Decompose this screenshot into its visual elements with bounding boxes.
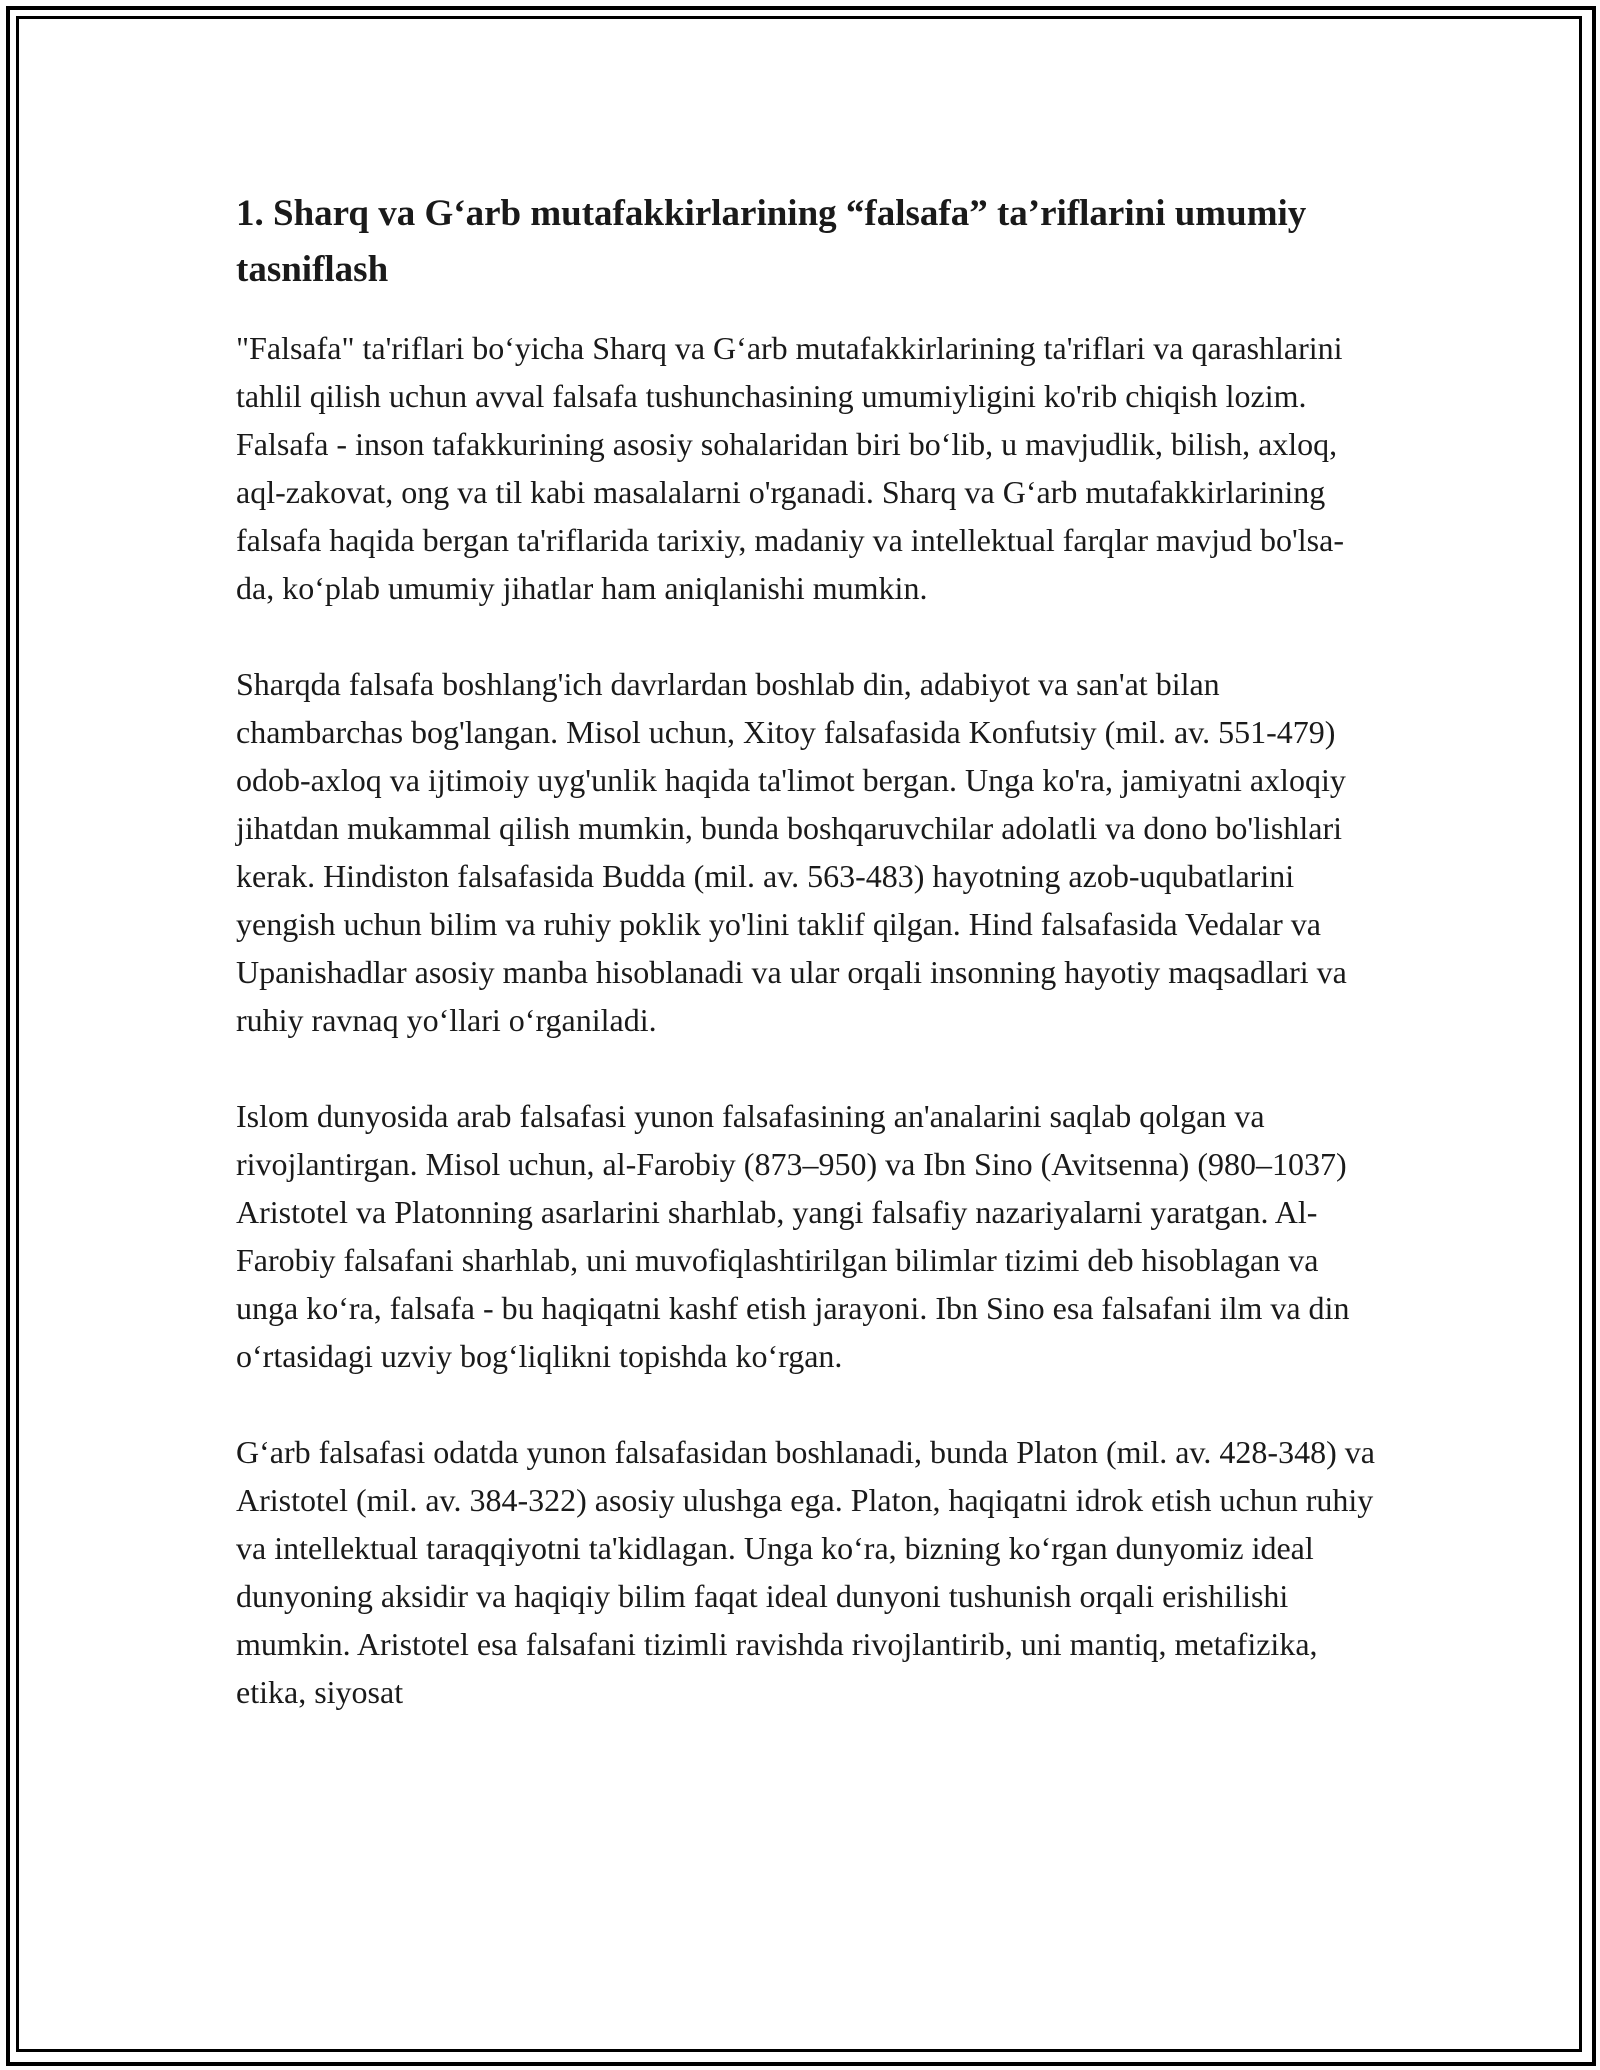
paragraph-islam: Islom dunyosida arab falsafasi yunon falsafasining an'analarini saqlab qolgan va rivojlantirgan. Misol uchun, al-Farobiy (873–950) va Ibn Sino (Avitsenna) (980–1037) Aristotel va Platonning asarlarini sharhlab, yangi falsafiy nazariyalarni yaratgan. Al-Farobiy falsafani sharhlab, uni muvofiqlashtirilgan bilimlar tizimi deb hisoblagan va unga ko‘ra, falsafa - bu haqiqatni kashf etish jarayoni. Ibn Sino esa falsafani ilm va din o‘rtasidagi uzviy bog‘liqlikni topishda ko‘rgan. bbox=[236, 1098, 1350, 1374]
paragraph-east: Sharqda falsafa boshlang'ich davrlardan boshlab din, adabiyot va san'at bilan chambarchas bog'langan. Misol uchun, Xitoy falsafasida Konfutsiy (mil. av. 551-479) odob-axloq va ijtimoiy uyg'unlik haqida ta'limot bergan. Unga ko'ra, jamiyatni axloqiy jihatdan mukammal qilish mumkin, bunda boshqaruvchilar adolatli va dono bo'lishlari kerak. Hindiston falsafasida Budda (mil. av. 563-483) hayotning azob-uqubatlarini yengish uchun bilim va ruhiy poklik yo'lini taklif qilgan. Hind falsafasida Vedalar va Upanishadlar asosiy manba hisoblanadi va ular orqali insonning hayotiy maqsadlari va ruhiy ravnaq yo‘llari o‘rganiladi. bbox=[236, 666, 1347, 1038]
paragraph-west: G‘arb falsafasi odatda yunon falsafasidan boshlanadi, bunda Platon (mil. av. 428-348) va Aristotel (mil. av. 384-322) asosiy ulushga ega. Platon, haqiqatni idrok etish uchun ruhiy va intellektual taraqqiyotni ta'kidlagan. Unga ko‘ra, bizning ko‘rgan dunyomiz ideal dunyoning aksidir va haqiqiy bilim faqat ideal dunyoni tushunish orqali erishilishi mumkin. Aristotel esa falsafani tizimli ravishda rivojlantirib, uni mantiq, metafizika, etika, siyosat bbox=[236, 1434, 1375, 1710]
paragraph-intro: "Falsafa" ta'riflari bo‘yicha Sharq va G‘arb mutafakkirlarining ta'riflari va qarashlarini tahlil qilish uchun avval falsafa tushunchasining umumiyligini ko'rib chiqish lozim. Falsafa - inson tafakkurining asosiy sohalaridan biri bo‘lib, u mavjudlik, bilish, axloq, aql-zakovat, ong va til kabi masalalarni o'rganadi. Sharq va G‘arb mutafakkirlarining falsafa haqida bergan ta'riflarida tarixiy, madaniy va intellektual farqlar mavjud bo'lsa-da, ko‘plab umumiy jihatlar ham aniqlanishi mumkin. bbox=[236, 330, 1344, 606]
section-heading: 1. Sharq va G‘arb mutafakkirlarining “falsafa” ta’riflarini umumiy tasniflash bbox=[236, 193, 1307, 290]
document-body bbox=[236, 186, 1376, 1764]
